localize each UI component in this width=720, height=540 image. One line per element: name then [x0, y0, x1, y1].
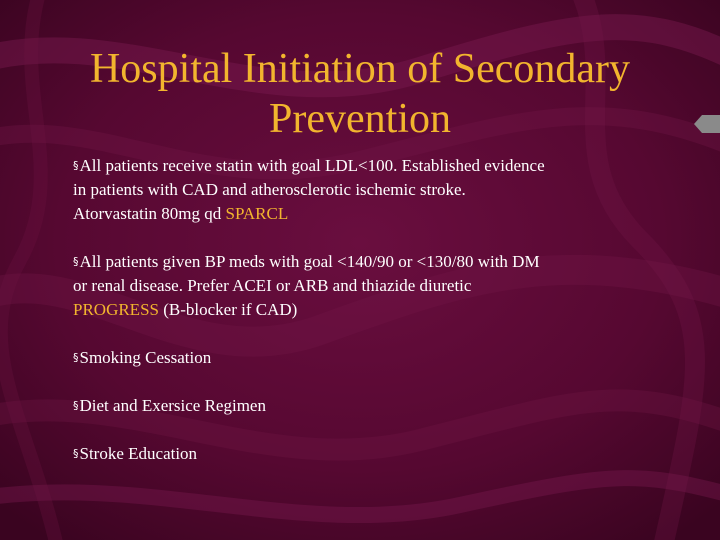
bullet-bp-meds: [73, 250, 663, 322]
bullet-stroke-education: [73, 442, 663, 466]
bullet-marker: §: [73, 447, 79, 460]
slide-title-line-1: Hospital Initiation of Secondary: [89, 46, 631, 92]
trial-name-progress: PROGRESS: [73, 300, 159, 319]
bullet-marker: §: [73, 159, 79, 172]
bullet-bp-line-1: All patients given BP meds with goal <140/90 or <130/80 with DM: [79, 252, 540, 271]
bullet-stroke-education-text: Stroke Education: [79, 444, 198, 463]
bullet-bp-line-2: or renal disease. Prefer ACEI or ARB and thiazide diuretic: [73, 276, 472, 295]
bullet-marker: §: [73, 399, 79, 412]
bullet-diet-text: Diet and Exersice Regimen: [79, 396, 266, 415]
bullet-statin: [73, 154, 663, 226]
bullet-smoking-text: Smoking Cessation: [79, 348, 212, 367]
slide-title: [40, 44, 680, 144]
bullet-smoking: [73, 346, 663, 370]
trial-name-sparcl: SPARCL: [225, 204, 289, 223]
slide-body: [73, 154, 663, 466]
bullet-statin-line-2: in patients with CAD and atherosclerotic ischemic stroke.: [73, 180, 466, 199]
bullet-statin-line-1: All patients receive statin with goal LDL<100. Established evidence: [79, 156, 545, 175]
slide-title-line-2: Prevention: [269, 96, 451, 142]
slide-tab-decoration: [694, 115, 720, 133]
bullet-marker: §: [73, 255, 79, 268]
bullet-marker: §: [73, 351, 79, 364]
bullet-statin-line-3: Atorvastatin 80mg qd: [73, 204, 226, 223]
bullet-diet: [73, 394, 663, 418]
bullet-bp-line-3: (B-blocker if CAD): [158, 300, 298, 319]
